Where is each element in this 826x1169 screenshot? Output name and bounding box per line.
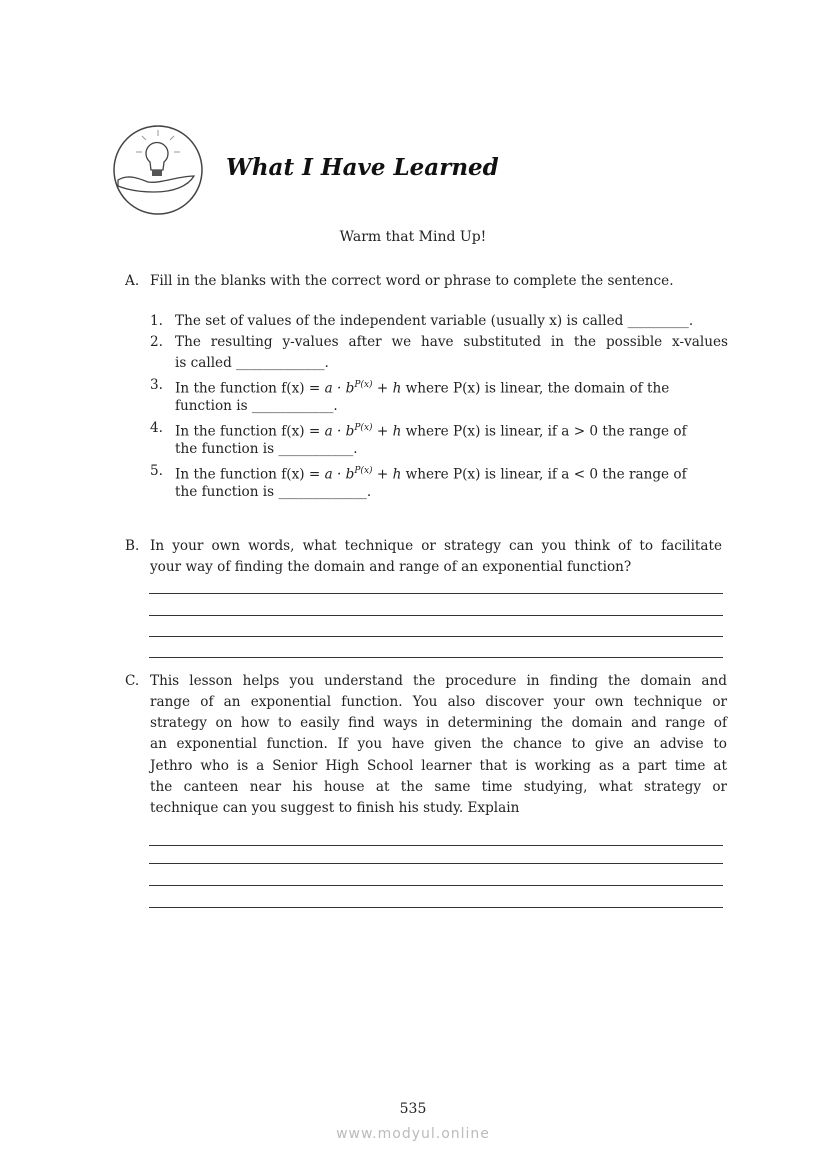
section-c-line: Jethro who is a Senior High School learner that is working as a part time at bbox=[150, 758, 727, 774]
item-4-line-2: the function is ___________. bbox=[175, 441, 358, 457]
text: In the function f(x) = bbox=[175, 423, 325, 440]
section-c-line: the canteen near his house at the same time studying, what strategy or bbox=[150, 779, 727, 795]
section-b-line: your way of finding the domain and range of an exponential function? bbox=[150, 559, 632, 575]
page-title: What I Have Learned bbox=[226, 154, 499, 181]
section-a-label: A. bbox=[125, 273, 140, 289]
formula: a · b bbox=[324, 423, 355, 440]
text: In the function f(x) = bbox=[175, 380, 325, 397]
item-5-line-1 bbox=[175, 461, 728, 481]
formula: + h bbox=[372, 423, 402, 440]
item-number: 2. bbox=[150, 334, 163, 350]
item-number: 4. bbox=[150, 420, 163, 436]
item-number: 5. bbox=[150, 463, 163, 479]
watermark: www.modyul.online bbox=[336, 1126, 490, 1142]
item-1: The set of values of the independent variable (usually x) is called _________. bbox=[175, 313, 694, 329]
item-2-line-1: The resulting y-values after we have substituted in the possible x-values bbox=[175, 334, 728, 350]
answer-line[interactable] bbox=[149, 593, 723, 594]
item-5-line-2: the function is _____________. bbox=[175, 484, 372, 500]
item-number: 3. bbox=[150, 377, 163, 393]
text: where P(x) is linear, the domain of the bbox=[401, 380, 670, 397]
answer-line[interactable] bbox=[149, 615, 723, 616]
answer-line[interactable] bbox=[149, 885, 723, 886]
item-number: 1. bbox=[150, 313, 163, 329]
section-b-line: In your own words, what technique or strategy can you think of to facilitate bbox=[150, 538, 722, 554]
section-c-line: range of an exponential function. You also discover your own technique or bbox=[150, 694, 727, 710]
section-c-line: an exponential function. If you have given the chance to give an advise to bbox=[150, 736, 727, 752]
formula-exponent: P(x) bbox=[354, 423, 373, 433]
formula-exponent: P(x) bbox=[354, 380, 373, 390]
section-c-line: This lesson helps you understand the procedure in finding the domain and bbox=[150, 673, 727, 689]
formula-exponent: P(x) bbox=[354, 466, 373, 476]
answer-line[interactable] bbox=[149, 657, 723, 658]
formula: a · b bbox=[324, 466, 355, 483]
page-number: 535 bbox=[399, 1101, 427, 1117]
subtitle: Warm that Mind Up! bbox=[339, 229, 487, 245]
formula: + h bbox=[372, 380, 402, 397]
answer-line[interactable] bbox=[149, 863, 723, 864]
text: In the function f(x) = bbox=[175, 466, 325, 483]
item-3-line-2: function is ____________. bbox=[175, 398, 338, 414]
formula: + h bbox=[372, 466, 402, 483]
text: where P(x) is linear, if a > 0 the range of bbox=[401, 423, 687, 440]
lightbulb-hand-icon bbox=[112, 124, 204, 216]
formula: a · b bbox=[324, 380, 355, 397]
answer-line[interactable] bbox=[149, 907, 723, 908]
text: where P(x) is linear, if a < 0 the range of bbox=[401, 466, 687, 483]
item-4-line-1 bbox=[175, 418, 728, 438]
section-c-line: technique can you suggest to finish his study. Explain bbox=[150, 800, 520, 816]
answer-line[interactable] bbox=[149, 845, 723, 846]
section-b-label: B. bbox=[125, 538, 140, 554]
section-c-line: strategy on how to easily find ways in determining the domain and range of bbox=[150, 715, 727, 731]
item-2-line-2: is called _____________. bbox=[175, 355, 329, 371]
section-a-instruction: Fill in the blanks with the correct word or phrase to complete the sentence. bbox=[150, 273, 674, 289]
answer-line[interactable] bbox=[149, 636, 723, 637]
item-3-line-1 bbox=[175, 375, 728, 395]
section-c-label: C. bbox=[125, 673, 140, 689]
